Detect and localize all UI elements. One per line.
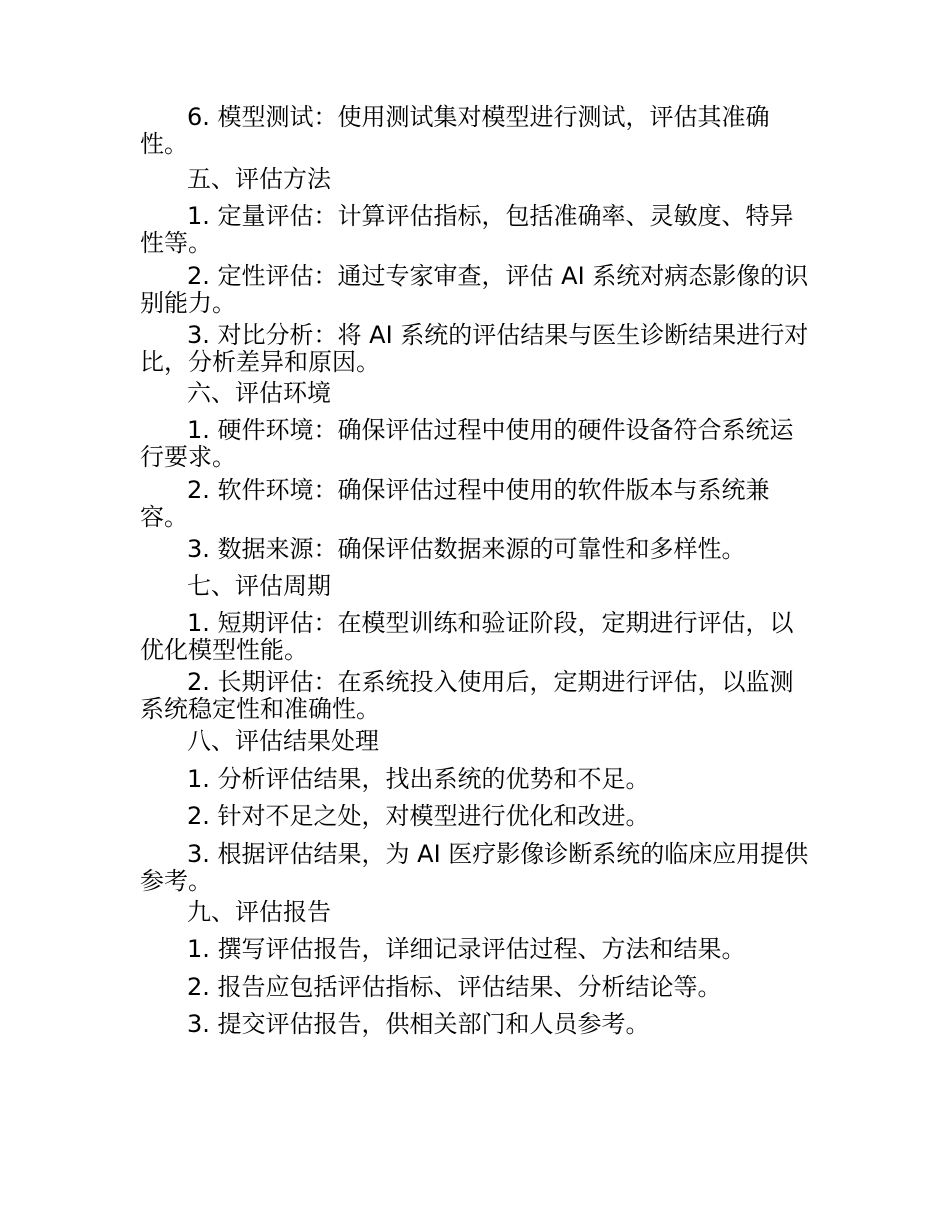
paragraph-hardware-environment: 1. 硬件环境：确保评估过程中使用的硬件设备符合系统运行要求。 [140, 416, 794, 471]
paragraph-optimize-model: 2. 针对不足之处，对模型进行优化和改进。 [187, 802, 650, 830]
paragraph-analyze-results: 1. 分析评估结果，找出系统的优势和不足。 [187, 765, 650, 793]
paragraph-clinical-reference: 3. 根据评估结果，为 AI 医疗影像诊断系统的临床应用提供参考。 [140, 840, 809, 895]
paragraph-qualitative-evaluation: 2. 定性评估：通过专家审查，评估 AI 系统对病态影像的识别能力。 [140, 262, 809, 317]
heading-evaluation-environment: 六、评估环境 [187, 379, 331, 407]
heading-evaluation-cycle: 七、评估周期 [187, 572, 331, 600]
paragraph-long-term-evaluation: 2. 长期评估：在系统投入使用后，定期进行评估，以监测系统稳定性和准确性。 [140, 668, 794, 723]
paragraph-write-report: 1. 撰写评估报告，详细记录评估过程、方法和结果。 [187, 935, 746, 963]
paragraph-model-testing: 6. 模型测试：使用测试集对模型进行测试，评估其准确性。 [140, 103, 770, 158]
paragraph-quantitative-evaluation: 1. 定量评估：计算评估指标，包括准确率、灵敏度、特异性等。 [140, 202, 794, 257]
heading-result-processing: 八、评估结果处理 [187, 727, 379, 755]
heading-evaluation-report: 九、评估报告 [187, 898, 331, 926]
paragraph-report-contents: 2. 报告应包括评估指标、评估结果、分析结论等。 [187, 973, 722, 1001]
paragraph-data-sources: 3. 数据来源：确保评估数据来源的可靠性和多样性。 [187, 535, 746, 563]
paragraph-short-term-evaluation: 1. 短期评估：在模型训练和验证阶段，定期进行评估，以优化模型性能。 [140, 609, 794, 664]
paragraph-comparative-analysis: 3. 对比分析：将 AI 系统的评估结果与医生诊断结果进行对比，分析差异和原因。 [140, 321, 809, 376]
paragraph-software-environment: 2. 软件环境：确保评估过程中使用的软件版本与系统兼容。 [140, 476, 770, 531]
paragraph-submit-report: 3. 提交评估报告，供相关部门和人员参考。 [187, 1010, 650, 1038]
heading-evaluation-methods: 五、评估方法 [187, 165, 331, 193]
